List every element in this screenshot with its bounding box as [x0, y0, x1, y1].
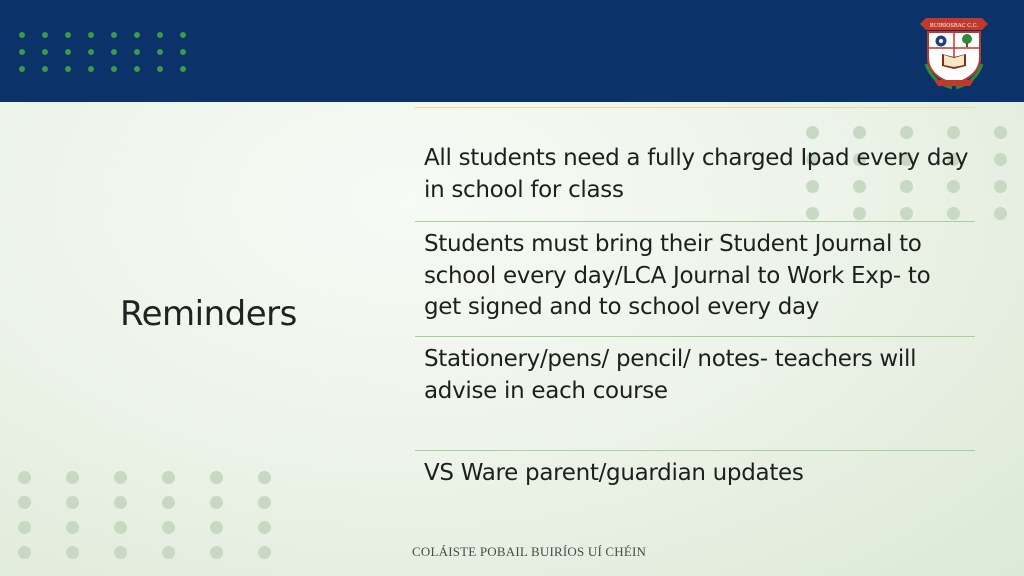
decorative-dot [210, 471, 223, 484]
school-crest-logo [918, 14, 990, 92]
divider [415, 336, 975, 337]
decorative-dot [180, 66, 186, 72]
decorative-dot [42, 49, 48, 55]
reminder-item-ipad: All students need a fully charged Ipad every day in school for class [424, 145, 969, 203]
decorative-dot [66, 471, 79, 484]
decorative-dot [66, 521, 79, 534]
decorative-dot [947, 126, 960, 139]
decorative-dot [180, 49, 186, 55]
decorative-dot [42, 66, 48, 72]
decorative-dot [853, 207, 866, 220]
decorative-dot [18, 496, 31, 509]
reminder-item-vsware: VS Ware parent/guardian updates [424, 460, 804, 486]
decorative-dot [157, 66, 163, 72]
reminder-item-stationery: Stationery/pens/ pencil/ notes- teachers will advise in each course [424, 346, 917, 404]
decorative-dot [88, 32, 94, 38]
divider [415, 221, 975, 222]
decorative-dot [19, 32, 25, 38]
decorative-dot [258, 546, 271, 559]
decorative-dot [162, 471, 175, 484]
decorative-dot [88, 66, 94, 72]
decorative-dot [66, 496, 79, 509]
decorative-dot [162, 521, 175, 534]
decorative-dot [65, 49, 71, 55]
decorative-dot [162, 546, 175, 559]
decorative-dot [210, 496, 223, 509]
decorative-dot [111, 32, 117, 38]
decorative-dot-grid-left [18, 471, 271, 559]
divider [415, 450, 975, 451]
decorative-dot [210, 521, 223, 534]
decorative-dot [65, 66, 71, 72]
decorative-dot [258, 471, 271, 484]
decorative-dot [157, 32, 163, 38]
decorative-dot [18, 471, 31, 484]
decorative-dot [134, 49, 140, 55]
decorative-dot [258, 521, 271, 534]
decorative-dot [994, 207, 1007, 220]
decorative-dot-grid-top [19, 32, 192, 72]
decorative-dot [157, 49, 163, 55]
decorative-dot [806, 126, 819, 139]
decorative-dot [900, 207, 913, 220]
school-name-footer: COLÁISTE POBAIL BUIRÍOS UÍ CHÉIN [412, 544, 647, 559]
decorative-dot [114, 496, 127, 509]
decorative-dot [134, 66, 140, 72]
decorative-dot [258, 496, 271, 509]
decorative-dot [19, 66, 25, 72]
decorative-dot [180, 32, 186, 38]
decorative-dot [853, 126, 866, 139]
decorative-dot [18, 521, 31, 534]
crest-banner-text: BUIRÍOSRAC C.C. [929, 23, 979, 29]
decorative-dot [18, 546, 31, 559]
reminder-item-journal: Students must bring their Student Journal to school every day/LCA Journal to Work Exp- to get signed and to school every day [424, 231, 931, 320]
decorative-dot [210, 546, 223, 559]
divider-top [415, 107, 975, 108]
decorative-dot [114, 471, 127, 484]
decorative-dot [111, 66, 117, 72]
slide-title: Reminders [120, 294, 297, 334]
decorative-dot [994, 180, 1007, 193]
decorative-dot [900, 126, 913, 139]
decorative-dot [994, 153, 1007, 166]
decorative-dot [111, 49, 117, 55]
decorative-dot [994, 126, 1007, 139]
decorative-dot [134, 32, 140, 38]
decorative-dot [65, 32, 71, 38]
decorative-dot [114, 521, 127, 534]
decorative-dot [66, 546, 79, 559]
decorative-dot [19, 49, 25, 55]
decorative-dot [114, 546, 127, 559]
decorative-dot [42, 32, 48, 38]
decorative-dot [162, 496, 175, 509]
decorative-dot [947, 207, 960, 220]
decorative-dot [88, 49, 94, 55]
decorative-dot [806, 207, 819, 220]
